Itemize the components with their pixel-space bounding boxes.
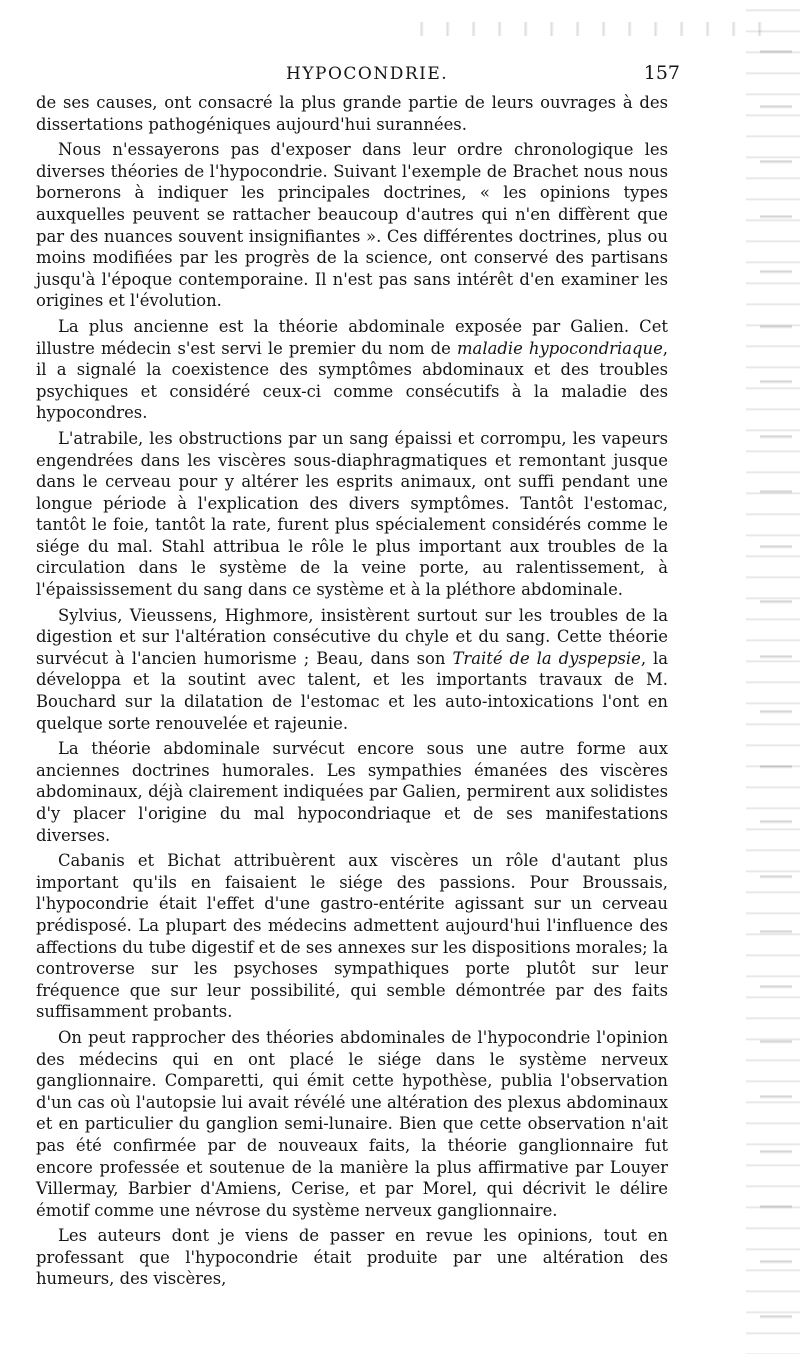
paragraph-text: Sylvius, Vieussens, Highmore, insistèrent surtout sur les troubles de la digestion et sur l'altération consécutive du chyle et du sang. Cette théorie survécut à l'ancien humorisme ; Beau, dans son [36,605,668,668]
paragraph [36,850,668,1023]
show-through-marks-top [410,22,770,36]
paragraph [36,92,668,135]
paragraph [36,605,668,735]
italic-term: maladie hypocondriaque [457,338,663,358]
running-head: HYPOCONDRIE. [286,64,449,84]
paragraph-text: , la développa et la soutint avec talent, et les importants travaux de M. Bouchard sur la dilatation de l'estomac et les auto-intoxications l'ont en quelque sorte renouvelée et rajeunie. [36,648,669,733]
paragraph-text: de ses causes, ont consacré la plus grande partie de leurs ouvrages à des dissertations pathogéniques aujourd'hui surannées. [36,93,668,134]
page-number: 157 [643,62,680,84]
paragraph [36,738,668,846]
paragraph-text: La plus ancienne est la théorie abdominale exposée par Galien. Cet illustre médecin s'est servi le premier du nom de [36,316,668,358]
paragraph-text: L'atrabile, les obstructions par un sang épaissi et corrompu, les vapeurs engendrées dans les viscères sous-diaphragmatiques et remontant jusque dans le cerveau pour y altérer les esprits animaux, ont suffi pendant une longue période à l'explication des divers symptômes. Tantôt l'estomac, tantôt le foie, tantôt la rate, furent plus spécialement considérés comme le siége du mal. Stahl attribua le rôle le plus important aux troubles de la circulation dans le système de la veine porte, au ralentissement, à l'épaississement du sang dans ce système et à la pléthore abdominale. [36,428,668,600]
paragraph-text: Les auteurs dont je viens de passer en revue les opinions, tout en professant que l'hypocondrie était produite par une altération des humeurs, des viscères, [36,1226,668,1289]
book-title: Traité de la dyspepsie [452,648,641,668]
paragraph [36,428,668,601]
paragraph-text: On peut rapprocher des théories abdominales de l'hypocondrie l'opinion des médecins qui en ont placé le siége dans le système nerveux ganglionnaire. Comparetti, qui émit cette hypothèse, publia l'observation d'un cas où l'autopsie lui avait révélé une altération des plexus abdominaux et en particulier du ganglion semi-lunaire. Bien que cette observation n'ait pas été confirmée par de nouveaux faits, la théorie ganglionnaire fut encore professée et soutenue de la manière la plus affirmative par Louyer Villermay, Barbier d'Amiens, Cerise, et par Morel, qui décrivit le délire émotif comme une névrose du système nerveux ganglionnaire. [36,1027,668,1220]
paragraph [36,316,668,424]
paragraph [36,139,668,312]
paragraph-text: Nous n'essayerons pas d'exposer dans leur ordre chronologique les diverses théories de l'hypocondrie. Suivant l'exemple de Brachet nous nous bornerons à indiquer les principales doctrines, « les opinions types auxquelles peuvent se rattacher beaucoup d'autres qui n'en diffèrent que par des nuances souvent insignifiantes ». Ces différentes doctrines, plus ou moins modifiées par les progrès de la science, ont conservé des partisans jusqu'à l'époque contemporaine. Il n'est pas sans intérêt d'en examiner les origines et l'évolution. [36,140,668,311]
paragraph-text: Cabanis et Bichat attribuèrent aux viscères un rôle d'autant plus important qu'ils en faisaient le siége des passions. Pour Broussais, l'hypocondrie était l'effet d'une gastro-entérite agissant sur un cerveau prédisposé. La plupart des médecins admettent aujourd'hui l'influence des affections du tube digestif et de ses annexes sur les dispositions morales; la controverse sur les psychoses sympathiques porte plutôt sur leur fréquence que sur leur possibilité, qui semble démontrée par des faits suffisamment probants. [36,851,668,1022]
paragraph [36,1225,668,1290]
paragraph-text: , il a signalé la coexistence des symptômes abdominaux et des troubles psychiques et considéré ceux-ci comme consécutifs à la maladie des hypocondres. [36,338,669,423]
paragraph [36,1027,668,1221]
page-header [38,60,680,88]
page-edge-marks [760,20,792,1320]
body-text [36,92,668,1294]
paragraph-text: La théorie abdominale survécut encore sous une autre forme aux anciennes doctrines humorales. Les sympathies émanées des viscères abdominaux, déjà clairement indiquées par Galien, permirent aux solidistes d'y placer l'origine du mal hypocondriaque et de ses manifestations diverses. [36,739,668,845]
